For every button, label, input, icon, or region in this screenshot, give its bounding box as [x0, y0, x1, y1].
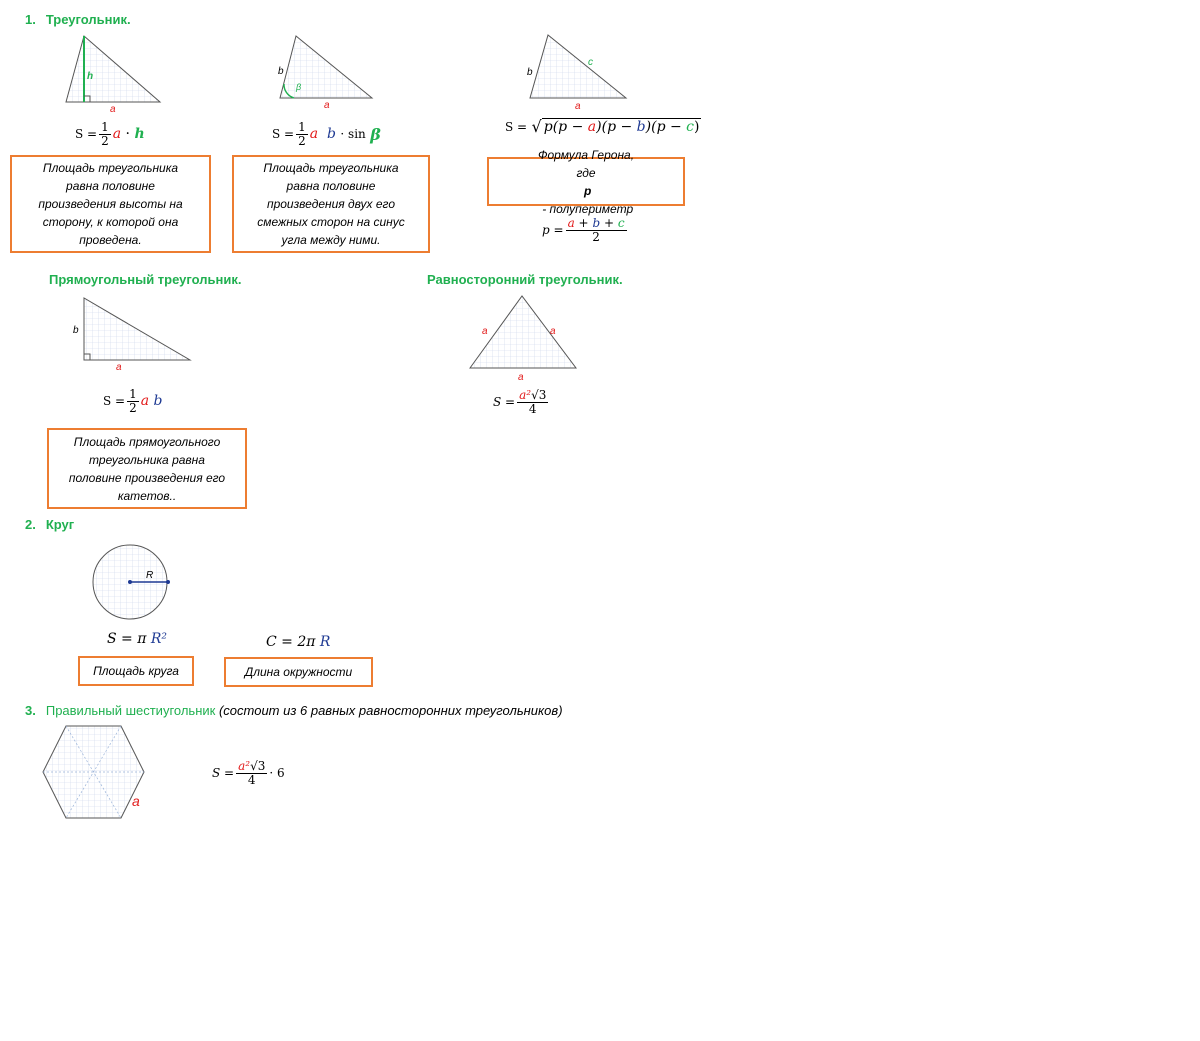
label-h: h — [87, 71, 94, 82]
label-a-bottom: a — [518, 372, 524, 383]
formula-circle-area: S = π R² — [107, 631, 168, 647]
note-box-circle-area: Площадь круга — [78, 656, 194, 686]
section-heading-right-triangle: Прямоугольный треугольник. — [49, 272, 242, 287]
equilateral-fraction: $\frac{\text{a²√3}}{4}$ — [519, 388, 547, 416]
hexagon-figure — [40, 722, 148, 822]
label-R: R — [146, 570, 154, 581]
label-a-left: a — [482, 326, 488, 337]
section-heading-hexagon: 3. Правильный шестиугольник (состоит из 6 равных равносторонних треугольников) — [25, 703, 563, 718]
formula-hexagon: S = $\frac{\text{a²√3}}{4}$ · 6 — [212, 759, 285, 787]
label-b: b — [73, 325, 79, 336]
formula-semiperimeter: p = $\frac{a + b + c}{2}$ — [542, 216, 625, 244]
label-a: a — [116, 362, 122, 372]
formula-heron: S = √ p(p − a)(p − b)(p − c) — [505, 117, 700, 136]
formula-equilateral: S = $\frac{\text{a²√3}}{4}$ — [493, 388, 547, 416]
formula-triangle-height: S = $\frac{1}{2}$ a · h — [75, 120, 145, 148]
section-heading-equilateral: Равносторонний треугольник. — [427, 272, 623, 287]
fraction-half: $\frac{1}{2}$ — [298, 120, 306, 148]
note-box-heron: Формула Герона, где p - полупериметр — [487, 157, 685, 206]
fraction-half: $\frac{1}{2}$ — [101, 120, 109, 148]
formula-right-triangle: S = $\frac{1}{2}$ a b — [103, 387, 163, 415]
triangle-heron-figure — [520, 30, 635, 112]
label-a: a — [132, 793, 140, 809]
label-a-right: a — [550, 326, 556, 337]
triangle-height-figure — [60, 30, 170, 115]
label-a: a — [575, 101, 581, 112]
semiperimeter-fraction: $\frac{a + b + c}{2}$ — [567, 216, 625, 244]
note-box-circumference: Длина окружности — [224, 657, 373, 687]
right-triangle-figure — [68, 294, 196, 372]
note-box-right-triangle: Площадь прямоугольного треугольника равна половине произведения его катетов.. — [47, 428, 247, 509]
label-c: c — [588, 57, 593, 68]
heron-radicand: p(p − a)(p − b)(p − c) — [543, 119, 700, 135]
hexagon-fraction: $\frac{\text{a²√3}}{4}$ — [238, 759, 266, 787]
label-b: b — [278, 66, 284, 77]
fraction-half: $\frac{1}{2}$ — [129, 387, 137, 415]
section-heading-circle: 2. Круг — [25, 517, 75, 532]
note-box-triangle-height: Площадь треугольника равна половине произведения высоты на сторону, к которой она проведена. — [10, 155, 211, 253]
formula-circumference: C = 2π R — [266, 634, 331, 650]
formula-triangle-sine: S = $\frac{1}{2}$ a b · sin β — [272, 120, 381, 148]
label-b: b — [527, 67, 533, 78]
note-box-triangle-sine: Площадь треугольника равна половине произведения двух его смежных сторон на синус угла между ними. — [232, 155, 430, 253]
label-a: a — [324, 100, 330, 111]
label-a: a — [110, 104, 116, 115]
section-heading-triangle: 1. Треугольник. — [25, 12, 131, 27]
circle-figure — [90, 542, 172, 624]
label-beta: β — [296, 82, 302, 92]
equilateral-triangle-figure — [462, 290, 584, 384]
triangle-sine-figure — [270, 30, 380, 112]
